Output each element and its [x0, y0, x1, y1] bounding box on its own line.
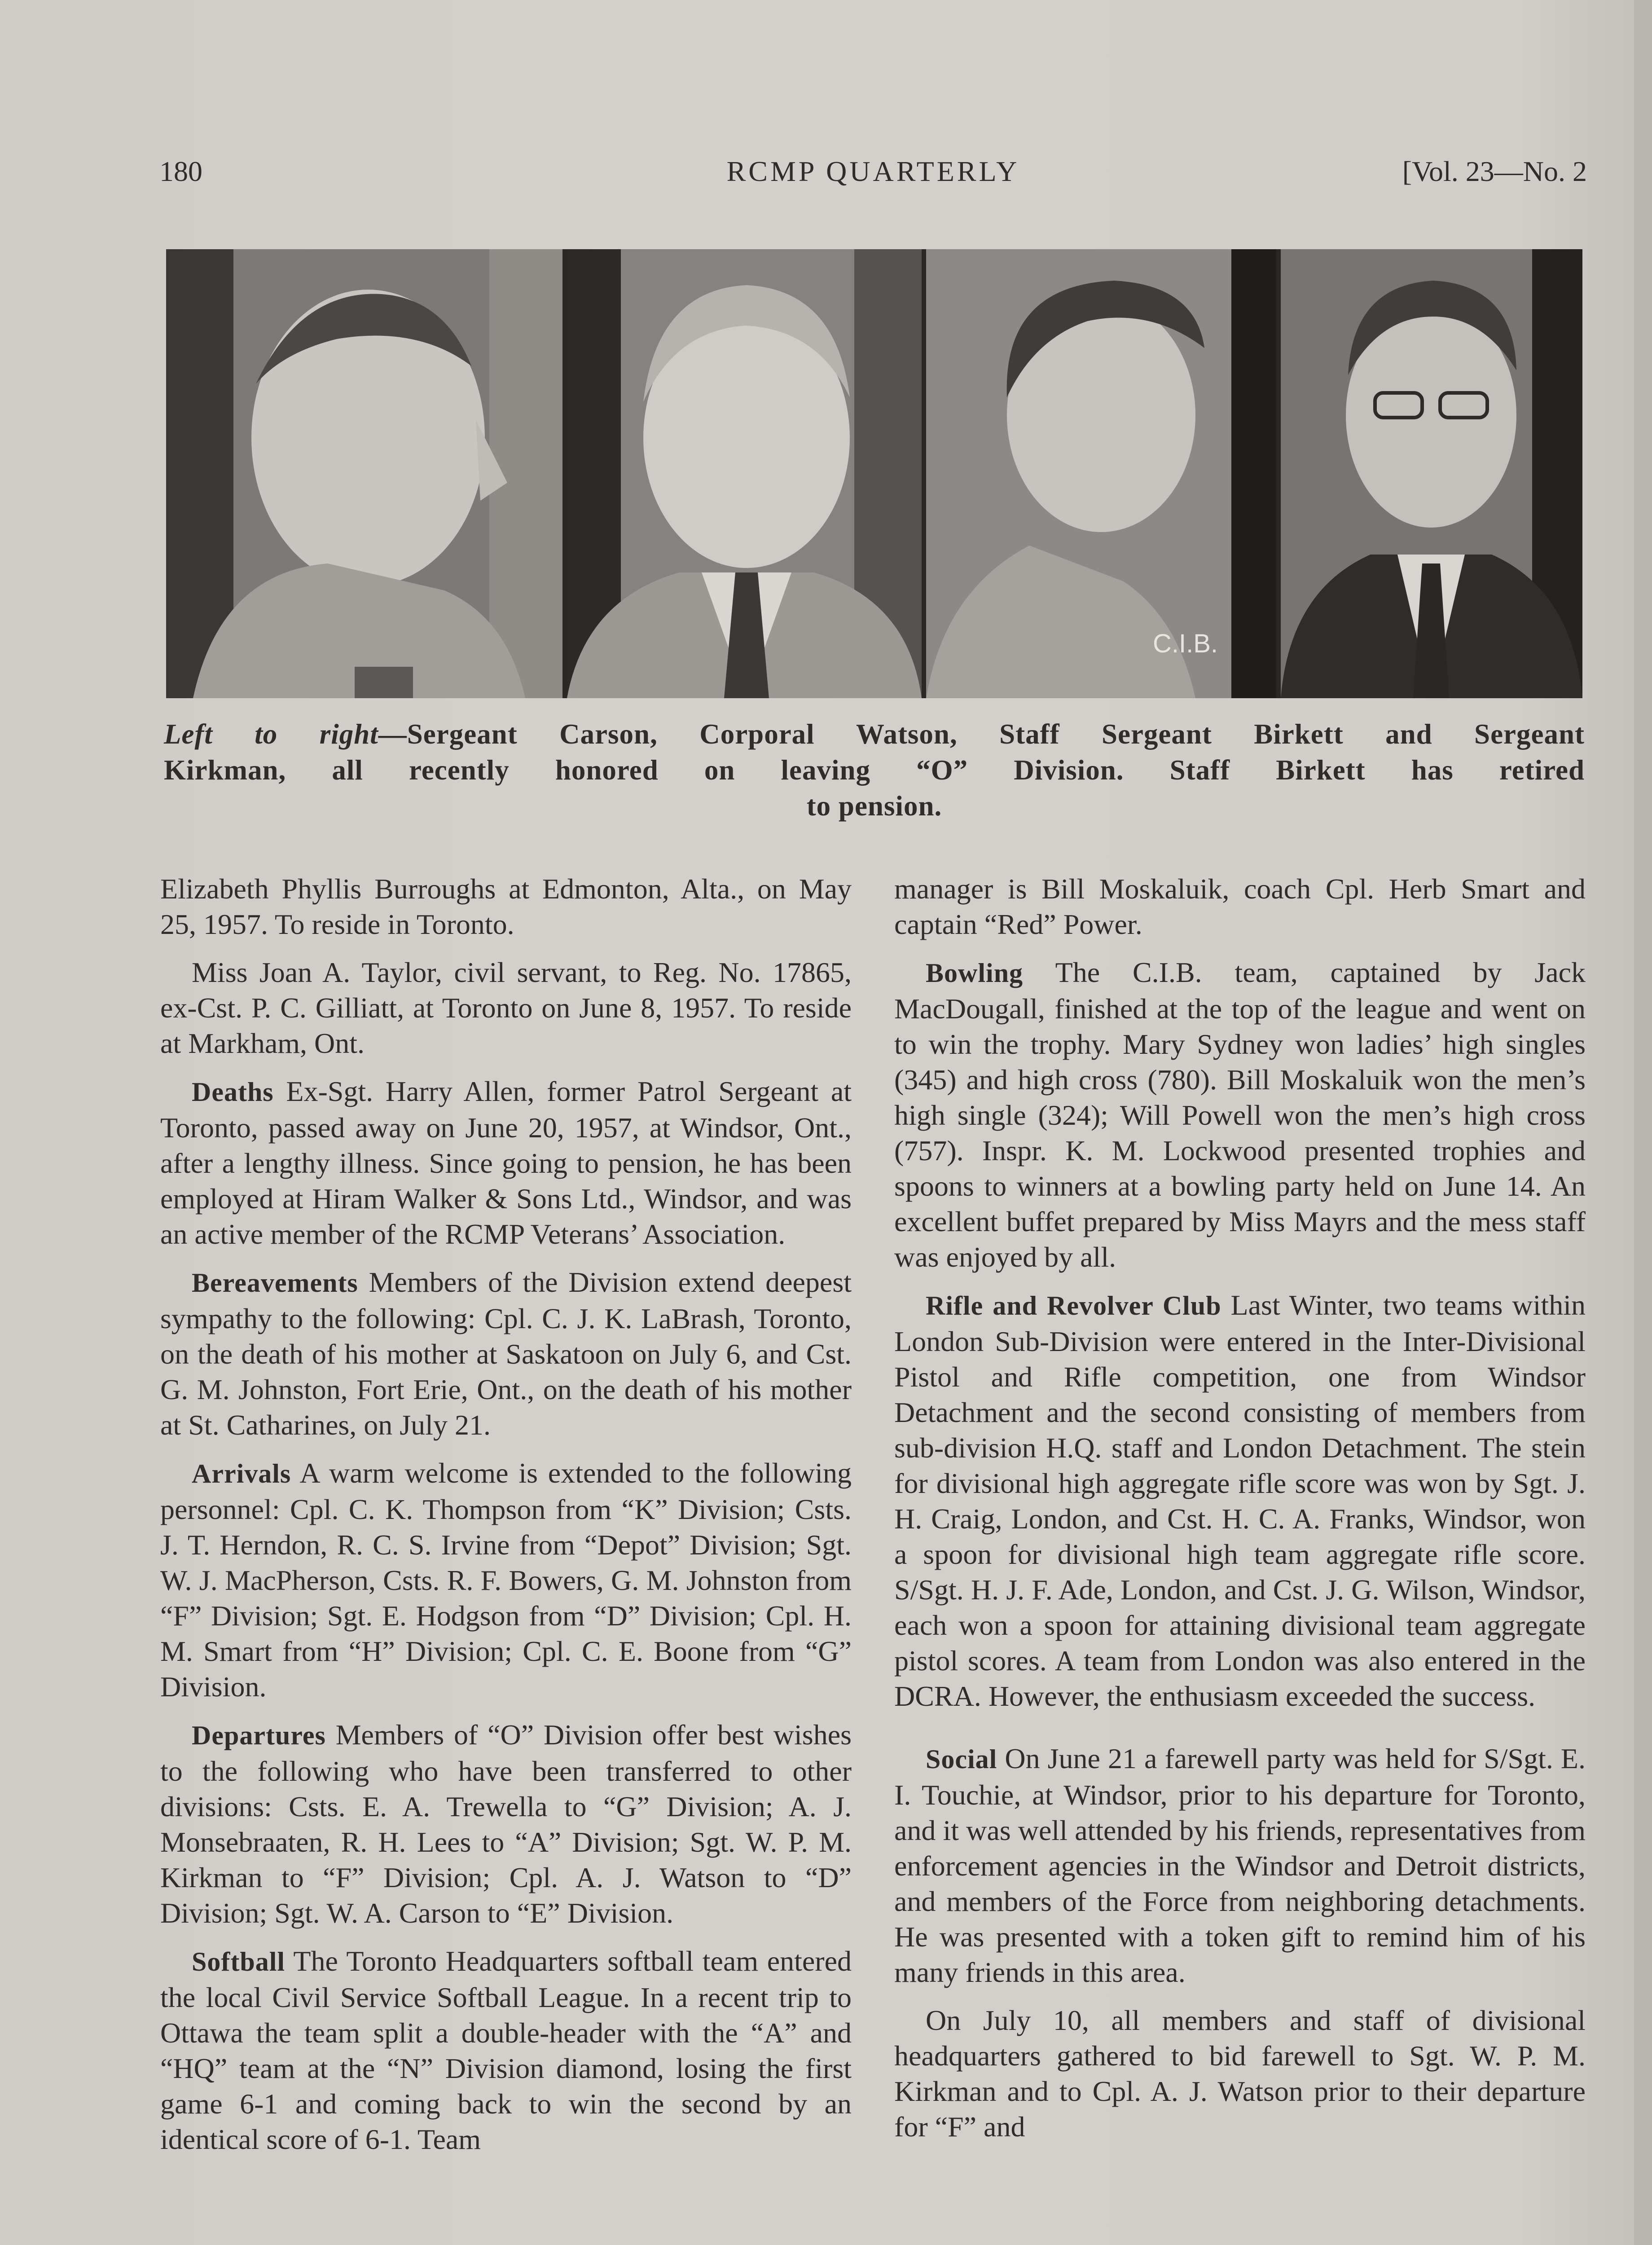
caption-line-1-text: —Sergeant Carson, Corporal Watson, Staff Sergeant Birkett and Sergeant	[378, 718, 1585, 750]
bereavements-heading: Bereavements	[192, 1268, 358, 1298]
deaths-heading: Deaths	[192, 1077, 274, 1107]
rifle-club-text: Last Winter, two teams within London Sub-Division were entered in the Inter-Divisional Pistol and Rifle competition, one from Windsor Detachment and the second consisting of members from sub-division H.Q. staff and London Detachment. The stein for divisional high aggregate rifle score was won by Sgt. J. H. Craig, London, and Cst. H. C. A. Franks, Windsor, won a spoon for divisional high team aggregate rifle score. S/Sgt. H. J. F. Ade, London, and Cst. J. G. Wilson, Windsor, each won a spoon for attaining divisional team aggregate pistol scores. A team from London was also entered in the DCRA. However, the enthusiasm exceeded the success.	[894, 1289, 1586, 1712]
softball-text: The Toronto Headquarters softball team entered the local Civil Service Softball League. In a recent trip to Ottawa the team split a double-header with the “A” and “HQ” team at the “N” Division diamond, losing the first game 6-1 and coming back to win the second by an identical score of 6-1. Team	[160, 1945, 852, 2155]
bowling-text: The C.I.B. team, captained by Jack MacDougall, finished at the top of the league and went on to win the trophy. Mary Sydney won ladies’ high singles (345) and high cross (780). Bill Moskaluik won the men’s high single (324); Will Powell won the men’s high cross (757). Inspr. K. M. Lockwood presented trophies and spoons to winners at a bowling party held on June 14. An excellent buffet prepared by Miss Mayrs and the mess staff was enjoyed by all.	[894, 956, 1586, 1273]
arrivals-heading: Arrivals	[192, 1459, 291, 1488]
left-column	[160, 871, 852, 2170]
rifle-club-section	[894, 1287, 1586, 1714]
portrait-photo-carson	[166, 249, 562, 698]
farewell-paragraph: On July 10, all members and staff of divisional headquarters gathered to bid farewell to Sgt. W. P. M. Kirkman and to Cpl. A. J. Watson prior to their departure for “F” and	[894, 2004, 1586, 2143]
bereavements-section	[160, 1264, 852, 1443]
arrivals-text: A warm welcome is extended to the following personnel: Cpl. C. K. Thompson from “K” Division; Csts. J. T. Herndon, R. C. S. Irvine from “Depot” Division; Sgt. W. J. MacPherson, Csts. R. F. Bowers, G. M. Johnston from “F” Division; Sgt. E. Hodgson from “D” Division; Cpl. H. M. Smart from “H” Division; Cpl. C. E. Boone from “G” Division.	[160, 1457, 852, 1703]
caption-line-1	[164, 716, 1585, 752]
page-edge	[1634, 0, 1652, 2245]
deaths-section	[160, 1074, 852, 1252]
photo-strip	[166, 249, 1582, 698]
right-column	[894, 871, 1586, 2157]
softball-section	[160, 1943, 852, 2157]
caption-line-3: to pension.	[806, 790, 942, 822]
departures-text: Members of “O” Division offer best wishes to the following who have been transferred to other divisions: Csts. E. A. Trewella to “G” Division; A. J. Monsebraaten, R. H. Lees to “A” Division; Sgt. W. P. M. Kirkman to “F” Division; Cpl. A. J. Watson to “D” Division; Sgt. W. A. Carson to “E” Division.	[160, 1719, 852, 1929]
social-text: On June 21 a farewell party was held for S/Sgt. E. I. Touchie, at Windsor, prior to his departure for Toronto, and it was well attended by his friends, representatives from enforcement agencies in the Windsor and Detroit districts, and members of the Force from neighboring detachments. He was presented with a token gift to remind him of his many friends in this area.	[894, 1743, 1586, 1988]
caption-line-2: Kirkman, all recently honored on leaving “O” Division. Staff Birkett has retired	[164, 754, 1585, 786]
issue-label: [Vol. 23—No. 2	[1402, 155, 1587, 187]
photo-caption	[164, 716, 1585, 824]
page-number: 180	[159, 155, 202, 187]
portrait-photo-birkett	[926, 249, 1276, 698]
bowling-heading: Bowling	[926, 958, 1024, 988]
rifle-club-heading: Rifle and Revolver Club	[926, 1291, 1221, 1321]
portrait-photo-kirkman	[1281, 249, 1582, 698]
running-title: RCMP QUARTERLY	[726, 155, 1020, 187]
arrivals-section	[160, 1455, 852, 1704]
marriage-paragraph-1: Elizabeth Phyllis Burroughs at Edmonton, Alta., on May 25, 1957. To reside in Toronto.	[160, 873, 852, 940]
caption-lead: Left to right	[164, 718, 378, 750]
softball-heading: Softball	[192, 1947, 286, 1976]
social-heading: Social	[926, 1744, 997, 1774]
marriage-paragraph-2: Miss Joan A. Taylor, civil servant, to Reg. No. 17865, ex-Cst. P. C. Gilliatt, at Toronto on June 8, 1957. To reside at Markham, Ont.	[160, 956, 852, 1059]
departures-heading: Departures	[192, 1721, 326, 1750]
softball-continued: manager is Bill Moskaluik, coach Cpl. Herb Smart and captain “Red” Power.	[894, 873, 1586, 940]
social-section	[894, 1741, 1586, 1990]
departures-section	[160, 1717, 852, 1931]
cib-sign-text: C.I.B.	[1153, 629, 1218, 658]
portrait-photo-watson	[567, 249, 922, 698]
bereavements-text: Members of the Division extend deepest sympathy to the following: Cpl. C. J. K. LaBrash, Toronto, on the death of his mother at Saskatoon on July 6, and Cst. G. M. Johnston, Fort Erie, Ont., on the death of his mother at St. Catharines, on July 21.	[160, 1266, 852, 1441]
deaths-text: Ex-Sgt. Harry Allen, former Patrol Sergeant at Toronto, passed away on June 20, 1957, at Windsor, Ont., after a lengthy illness. Since going to pension, he has been employed at Hiram Walker & Sons Ltd., Windsor, and was an active member of the RCMP Veterans’ Association.	[160, 1075, 852, 1250]
bowling-section	[894, 955, 1586, 1275]
page-header	[159, 155, 1587, 195]
